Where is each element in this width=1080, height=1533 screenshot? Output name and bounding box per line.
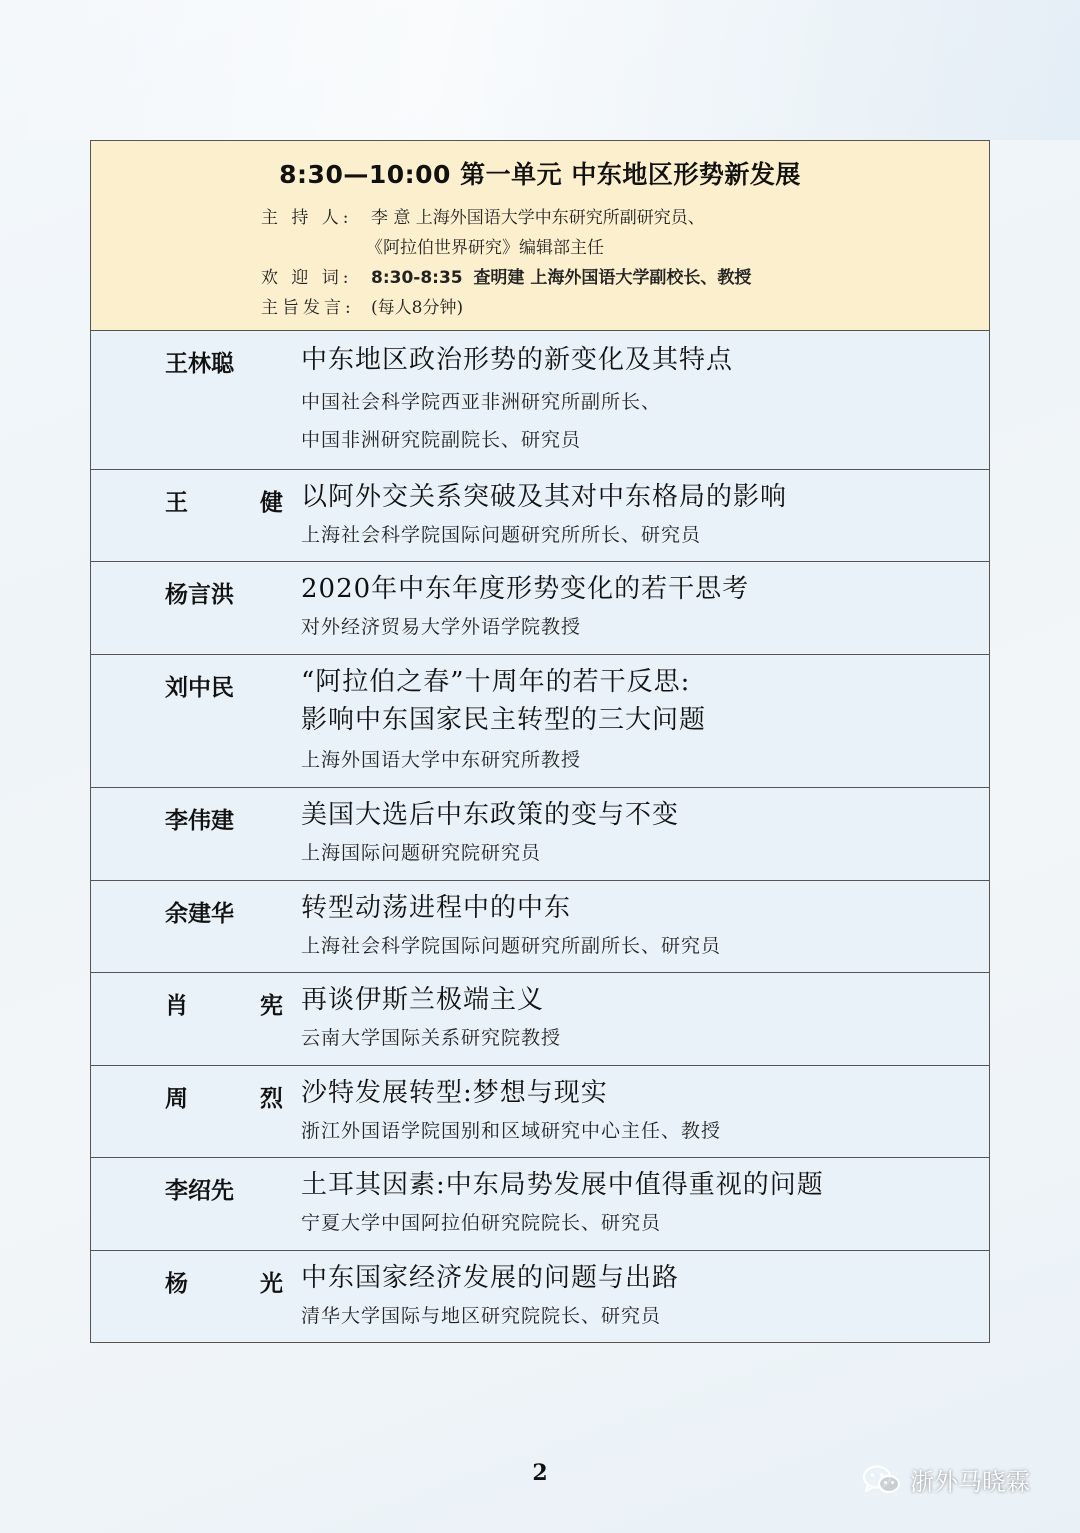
speaker-affiliation: 浙江外国语学院国别和区域研究中心主任、教授 bbox=[301, 1120, 722, 1142]
speaker-row bbox=[91, 655, 989, 788]
speaker-name: 杨言洪 bbox=[165, 582, 234, 608]
keynote-note: (每人8分钟) bbox=[371, 298, 464, 318]
speaker-row bbox=[91, 331, 989, 470]
talk-topic: 中东地区政治形势的新变化及其特点 bbox=[301, 345, 734, 375]
talk-topic: 沙特发展转型:梦想与现实 bbox=[301, 1078, 608, 1108]
speaker-affiliation: 清华大学国际与地区研究院院长、研究员 bbox=[301, 1305, 662, 1327]
speaker-row bbox=[91, 562, 989, 655]
speaker-row bbox=[91, 881, 989, 973]
speaker-affiliation: 宁夏大学中国阿拉伯研究院院长、研究员 bbox=[301, 1212, 662, 1234]
welcome-line bbox=[261, 263, 751, 288]
speaker-row bbox=[91, 1066, 989, 1158]
background-swoosh bbox=[0, 0, 1080, 140]
watermark bbox=[862, 1462, 1030, 1497]
speaker-name: 杨 光 bbox=[165, 1271, 316, 1297]
speaker-affiliation: 对外经济贸易大学外语学院教授 bbox=[301, 616, 582, 638]
speaker-name: 肖 宪 bbox=[165, 993, 316, 1019]
speaker-row bbox=[91, 1251, 989, 1342]
talk-topic: 以阿外交关系突破及其对中东格局的影响 bbox=[301, 482, 788, 512]
speaker-affiliation: 中国社会科学院西亚非洲研究所副所长、 bbox=[301, 391, 662, 413]
speaker-name: 余建华 bbox=[165, 901, 234, 927]
speaker-row bbox=[91, 973, 989, 1066]
welcome-time: 8:30-8:35 bbox=[371, 268, 463, 288]
keynote-label: 主旨发言: bbox=[261, 298, 355, 318]
speaker-row bbox=[91, 470, 989, 562]
speaker-name: 刘中民 bbox=[165, 675, 234, 701]
welcome-label: 欢 迎 词: bbox=[261, 268, 353, 288]
speaker-name: 李绍先 bbox=[165, 1178, 234, 1204]
page-number: 2 bbox=[532, 1460, 548, 1486]
speaker-affiliation: 中国非洲研究院副院长、研究员 bbox=[301, 429, 582, 451]
keynote-line bbox=[261, 293, 463, 318]
session-header bbox=[91, 141, 989, 331]
speaker-affiliation: 上海社会科学院国际问题研究所副所长、研究员 bbox=[301, 935, 722, 957]
host-affil-line bbox=[366, 233, 604, 258]
speaker-name: 王林聪 bbox=[165, 351, 234, 377]
talk-topic: 中东国家经济发展的问题与出路 bbox=[301, 1263, 680, 1293]
talk-topic: 2020年中东年度形势变化的若干思考 bbox=[301, 574, 750, 604]
watermark-text: 浙外马晓霖 bbox=[910, 1468, 1030, 1496]
wechat-icon bbox=[862, 1464, 902, 1496]
talk-topic: 美国大选后中东政策的变与不变 bbox=[301, 800, 680, 830]
speaker-affiliation: 上海社会科学院国际问题研究所所长、研究员 bbox=[301, 524, 702, 546]
program-table bbox=[90, 140, 990, 1343]
speaker-name: 王 健 bbox=[165, 490, 316, 516]
talk-topic: 转型动荡进程中的中东 bbox=[301, 893, 572, 923]
talk-topic: 土耳其因素:中东局势发展中值得重视的问题 bbox=[301, 1170, 824, 1200]
host-line bbox=[261, 203, 705, 228]
session-title: 8:30—10:00 第一单元 中东地区形势新发展 bbox=[279, 160, 801, 189]
talk-topic: 再谈伊斯兰极端主义 bbox=[301, 985, 545, 1015]
talk-topic: 影响中东国家民主转型的三大问题 bbox=[301, 705, 707, 735]
speaker-affiliation: 云南大学国际关系研究院教授 bbox=[301, 1027, 562, 1049]
speaker-affiliation: 上海外国语大学中东研究所教授 bbox=[301, 749, 582, 771]
host-affil-2: 《阿拉伯世界研究》编辑部主任 bbox=[366, 238, 604, 258]
speaker-row bbox=[91, 788, 989, 881]
speaker-name: 李伟建 bbox=[165, 808, 234, 834]
speaker-affiliation: 上海国际问题研究院研究员 bbox=[301, 842, 542, 864]
speaker-row bbox=[91, 1158, 989, 1251]
host-label: 主 持 人: bbox=[261, 208, 353, 228]
host-name-affil: 李 意 上海外国语大学中东研究所副研究员、 bbox=[371, 208, 705, 228]
speaker-name: 周 烈 bbox=[165, 1086, 316, 1112]
welcome-name-affil: 查明建 上海外国语大学副校长、教授 bbox=[473, 268, 752, 288]
talk-topic: “阿拉伯之春”十周年的若干反思: bbox=[301, 667, 691, 697]
